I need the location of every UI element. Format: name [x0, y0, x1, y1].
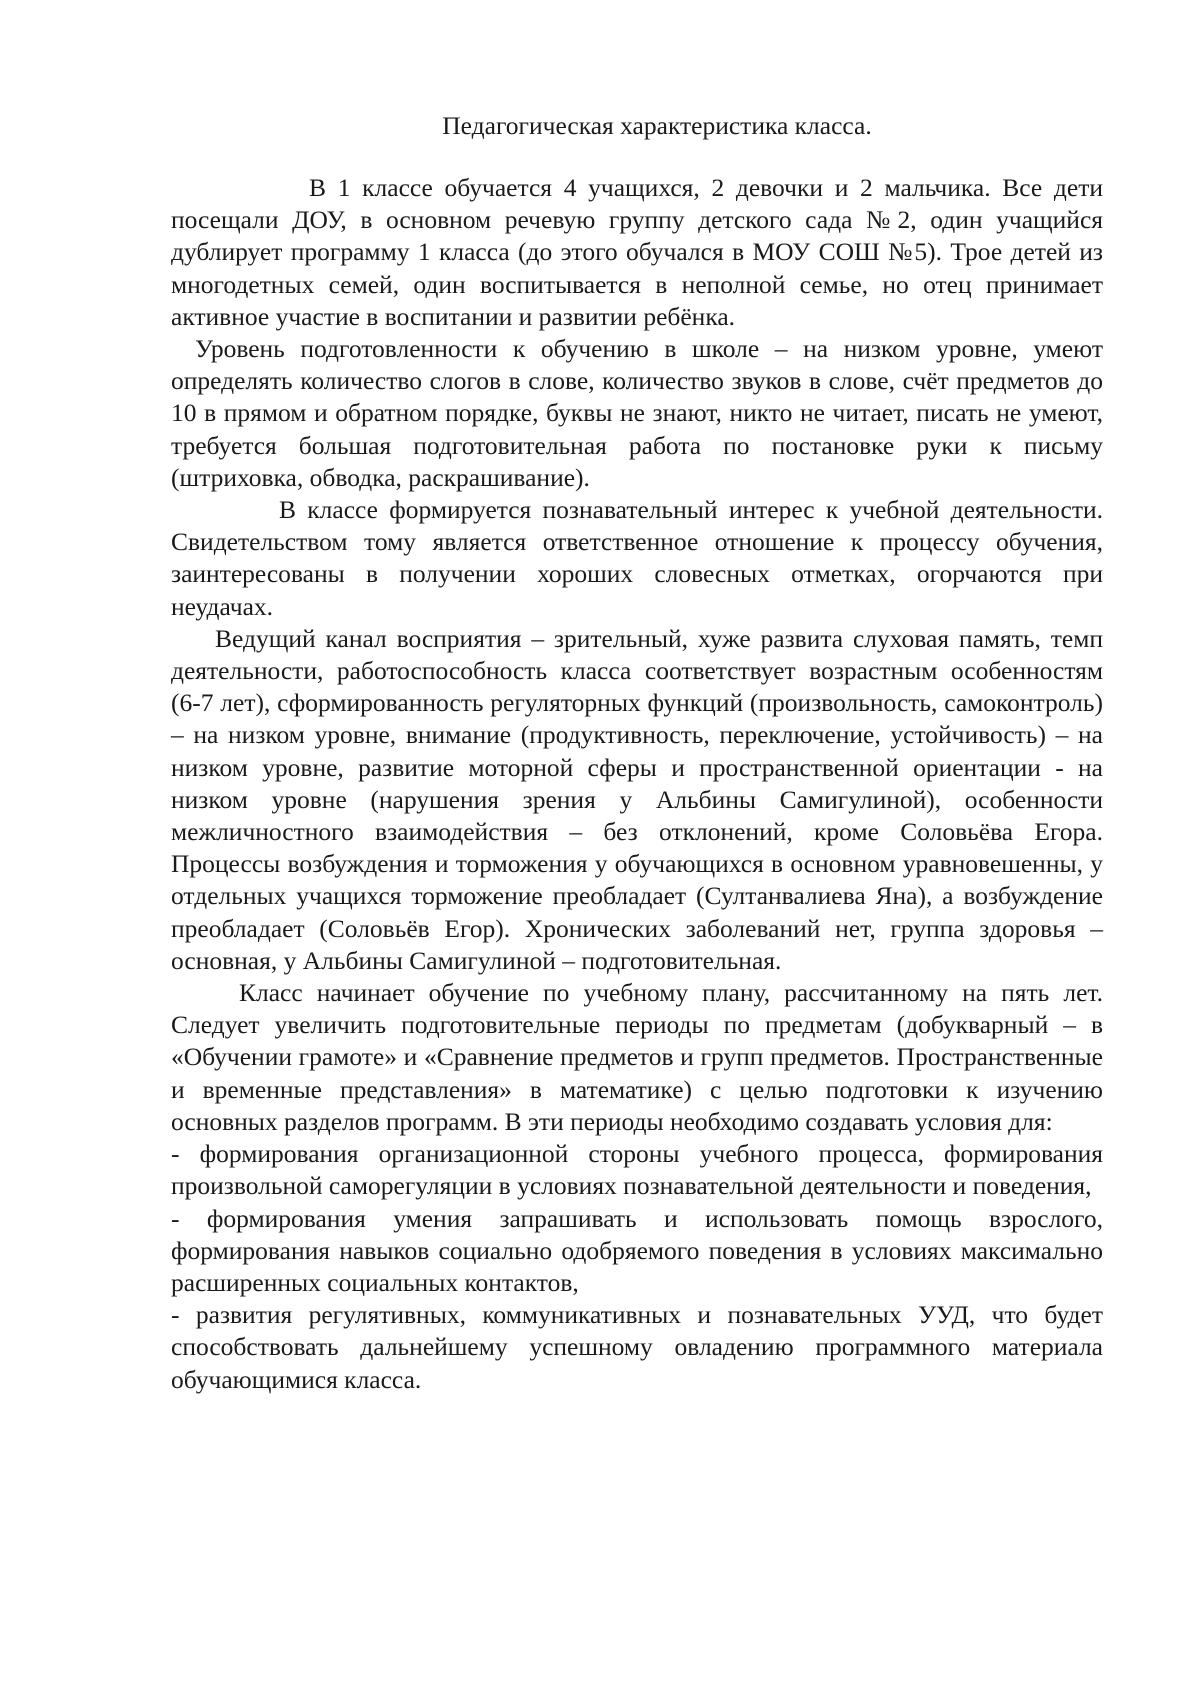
paragraph-preparedness-level: Уровень подготовленности к обучению в школе – на низком уровне, умеют определять количество слогов в слове, количество звуков в слове, счёт предметов до 10 в прямом и обратном порядке, буквы не знают, никто не читает, писать не умеют, требуется большая подготовительная работа по постановке руки к письму (штриховка, обводка, раскрашивание).: [171, 334, 1103, 492]
bullet-item-organizational: - формирования организационной стороны учебного процесса, формирования произвольной саморегуляции в условиях познавательной деятельности и поведения,: [171, 1139, 1103, 1201]
paragraph-class-composition: В 1 классе обучается 4 учащихся, 2 девочки и 2 мальчика. Все дети посещали ДОУ, в основном речевую группу детского сада №2, один учащийся дублирует программу 1 класса (до этого обучался в МОУ СОШ №5). Трое детей из многодетных семей, один воспитывается в неполной семье, но отец принимает активное участие в воспитании и развитии ребёнка.: [171, 173, 1103, 331]
paragraph-perception-channel: Ведущий канал восприятия – зрительный, хуже развита слуховая память, темп деятельности, работоспособность класса соответствует возрастным особенностям (6-7 лет), сформированность регуляторных функций (произвольность, самоконтроль) – на низком уровне, внимание (продуктивность, переключение, устойчивость) – на низком уровне, развитие моторной сферы и пространственной ориентации - на низком уровне (нарушения зрения у Альбины Самигулиной), особенности межличностного взаимодействия – без отклонений, кроме Соловьёва Егора. Процессы возбуждения и торможения у обучающихся в основном уравновешенны, у отдельных учащихся торможение преобладает (Султанвалиева Яна), а возбуждение преобладает (Соловьёв Егор). Хронических заболеваний нет, группа здоровья – основная, у Альбины Самигулиной – подготовительная.: [171, 623, 1103, 975]
bullet-item-help-seeking: - формирования умения запрашивать и использовать помощь взрослого, формирования навыков социально одобряемого поведения в условиях максимально расширенных социальных контактов,: [171, 1203, 1103, 1297]
paragraph-cognitive-interest: В классе формируется познавательный интерес к учебной деятельности. Свидетельством тому является ответственное отношение к процессу обучения, заинтересованы в получении хороших словесных отметках, огорчаются при неудачах.: [171, 495, 1103, 621]
document-title: Педагогическая характеристика класса.: [442, 111, 872, 140]
bullet-item-uud-development: - развития регулятивных, коммуникативных и познавательных УУД, что будет способствовать дальнейшему успешному овладению программного материала обучающимися класса.: [171, 1300, 1103, 1394]
document-page: [171, 110, 1103, 1396]
paragraph-curriculum-plan: Класс начинает обучение по учебному плану, рассчитанному на пять лет. Следует увеличить подготовительные периоды по предметам (добукварный – в «Обучении грамоте» и «Сравнение предметов и групп предметов. Пространственные и временные представления» в математике) с целью подготовки к изучению основных разделов программ. В эти периоды необходимо создавать условия для:: [171, 978, 1103, 1136]
